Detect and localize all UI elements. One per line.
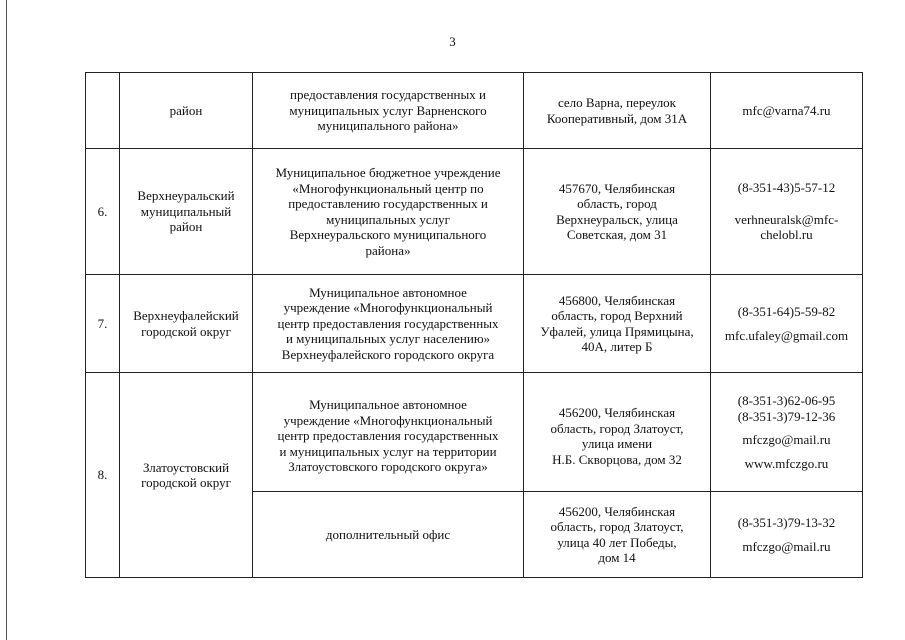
phone-text: (8-351-3)79-13-32 — [737, 515, 836, 530]
district-line: городской округ — [141, 475, 231, 490]
organization-line: центр предоставления государственных — [277, 428, 499, 444]
address-cell — [524, 149, 711, 275]
address-line: Верхнеуральск, улица — [556, 211, 678, 227]
district-line: Верхнеуральский — [137, 188, 235, 204]
table-row — [86, 149, 863, 275]
district-cell — [120, 275, 253, 373]
organization-line: и муниципальных услуг на территории — [279, 443, 497, 459]
phone-text: (8-351-43)5-57-12 — [737, 180, 836, 196]
address-line: область, город Златоуст, — [550, 420, 684, 436]
organization-line: учреждение «Многофункциональный — [283, 300, 493, 316]
address-cell — [524, 492, 711, 578]
address-line: Н.Б. Скворцова, дом 32 — [552, 451, 682, 467]
row-number-cell: 7. — [86, 275, 120, 373]
row-number-cell: 6. — [86, 149, 120, 275]
organization-line: муниципального района» — [317, 118, 459, 134]
table-row — [86, 73, 863, 149]
organization-line: Верхнеуфалейского городского округа — [281, 346, 495, 362]
contacts-cell — [711, 275, 863, 373]
address-line: дом 14 — [598, 550, 636, 565]
address-line: 457670, Челябинская — [558, 180, 676, 196]
address-cell — [524, 373, 711, 492]
organization-line: предоставления государственных и — [290, 87, 486, 103]
contacts-cell — [711, 149, 863, 275]
district-line: Златоустовский — [142, 459, 230, 475]
address-line: улица 40 лет Победы, — [557, 534, 677, 550]
address-line: 40А, литер Б — [581, 339, 653, 354]
email-text: mfczgo@mail.ru — [742, 538, 831, 554]
email-text: chelobl.ru — [760, 227, 813, 243]
mfc-offices-table — [85, 72, 863, 578]
organization-cell — [253, 275, 524, 373]
email-text: mfczgo@mail.ru — [742, 432, 831, 447]
organization-line: муниципальных услуг Варненского — [289, 102, 487, 118]
email-text: verhneuralsk@mfc- — [734, 211, 839, 227]
organization-line: учреждение «Многофункциональный — [283, 412, 493, 428]
organization-line: предоставлению государственных и — [288, 196, 488, 211]
address-line: 456200, Челябинская — [558, 503, 676, 519]
organization-line: муниципальных услуг — [326, 211, 450, 227]
organization-line: Муниципальное бюджетное учреждение — [275, 165, 501, 180]
address-cell — [524, 73, 711, 149]
email-text: mfc.ufaley@gmail.com — [724, 327, 849, 343]
row-number-cell — [86, 73, 120, 149]
district-line: район — [169, 102, 203, 118]
address-line: село Варна, переулок — [557, 95, 676, 110]
district-cell — [120, 373, 253, 578]
organization-line: «Многофункциональный центр по — [292, 180, 484, 196]
table-row — [86, 275, 863, 373]
district-line: муниципальный — [140, 203, 232, 219]
address-cell — [524, 275, 711, 373]
organization-cell — [253, 73, 524, 149]
organization-line: Златоустовского городского округа» — [288, 459, 488, 475]
organization-line: и муниципальных услуг населению» — [285, 331, 491, 347]
phone-text: (8-351-3)62-06-95 — [737, 393, 836, 408]
address-line: область, город — [577, 196, 657, 211]
page-number: 3 — [449, 34, 456, 49]
website-text: www.mfczgo.ru — [744, 455, 829, 471]
organization-cell — [253, 149, 524, 275]
address-line: улица имени — [581, 436, 653, 451]
district-cell — [120, 73, 253, 149]
address-line: 456800, Челябинская — [558, 292, 676, 308]
district-line: Верхнеуфалейский — [133, 308, 239, 323]
table-row — [86, 373, 863, 492]
contacts-cell — [711, 373, 863, 492]
address-line: область, город Златоуст, — [550, 519, 684, 534]
address-line: 456200, Челябинская — [558, 405, 676, 420]
organization-line: района» — [365, 242, 411, 258]
contacts-cell — [711, 73, 863, 149]
address-line: Уфалей, улица Прямицына, — [540, 323, 694, 339]
organization-line: центр предоставления государственных — [277, 315, 499, 331]
phone-text: (8-351-3)79-12-36 — [737, 408, 836, 424]
page-left-rule — [6, 0, 7, 640]
address-line: Кооперативный, дом 31А — [546, 110, 688, 126]
district-cell — [120, 149, 253, 275]
organization-line: Муниципальное автономное — [309, 284, 467, 300]
organization-cell — [253, 492, 524, 578]
district-line: район — [169, 219, 203, 235]
organization-line: Верхнеуральского муниципального — [289, 227, 487, 242]
organization-cell — [253, 373, 524, 492]
address-line: Советская, дом 31 — [566, 227, 668, 242]
address-line: область, город Верхний — [551, 308, 683, 323]
organization-line: дополнительный офис — [325, 526, 451, 542]
row-number-cell: 8. — [86, 373, 120, 578]
district-line: городской округ — [141, 323, 231, 339]
contacts-cell — [711, 492, 863, 578]
email-text: mfc@varna74.ru — [742, 102, 831, 118]
mfc-table-wrapper — [85, 72, 863, 578]
organization-line: Муниципальное автономное — [309, 397, 467, 413]
phone-text: (8-351-64)5-59-82 — [737, 304, 836, 319]
